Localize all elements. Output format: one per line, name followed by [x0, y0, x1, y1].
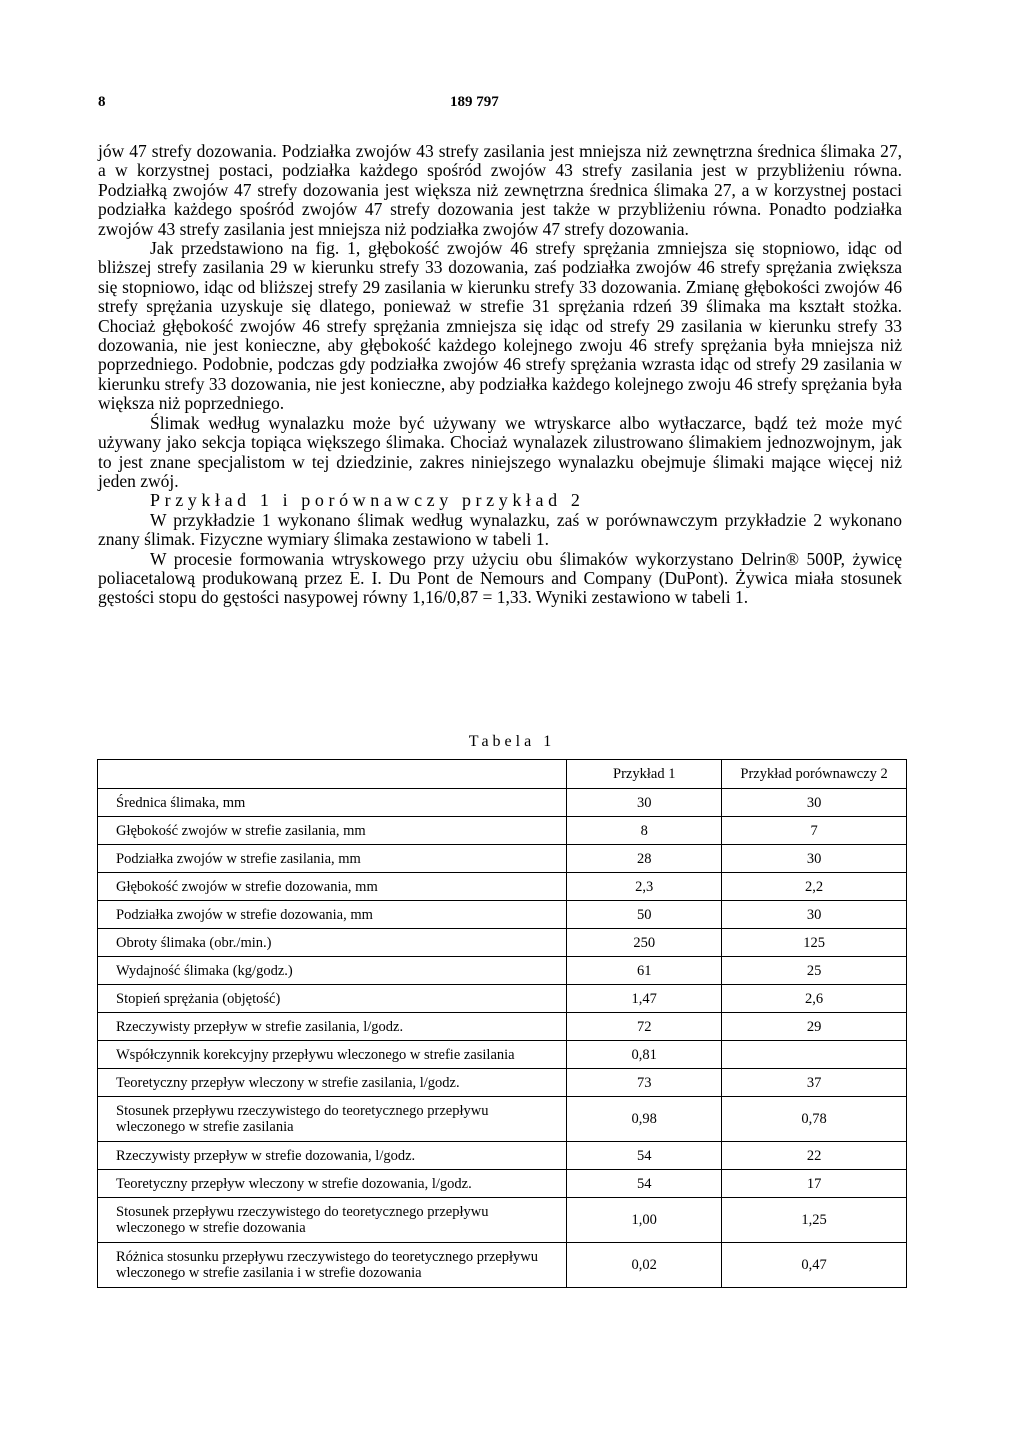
example-1-value-cell: 0,98	[567, 1097, 722, 1142]
row-label-cell: Teoretyczny przepływ wleczony w strefie zasilania, l/godz.	[98, 1069, 567, 1097]
table-row	[98, 1142, 907, 1170]
page-number: 8	[98, 94, 106, 110]
table-row	[98, 901, 907, 929]
row-label-cell: Podziałka zwojów w strefie dozowania, mm	[98, 901, 567, 929]
comparative-example-2-value-cell: 0,47	[722, 1243, 907, 1288]
comparative-example-2-value-cell: 0,78	[722, 1097, 907, 1142]
row-label-cell: Teoretyczny przepływ wleczony w strefie dozowania, l/godz.	[98, 1170, 567, 1198]
paragraph: Ślimak według wynalazku może być używany we wtryskarce albo wytłaczarce, bądź też może myć używany jako sekcja topiąca większego ślimaka. Chociaż wynalazek zilustrowano ślimakiem jednozwojnym, jak to jest znane specjalistom w tej dziedzinie, zakres niniejszego wynalazku obejmuje ślimaki mające więcej niż jeden zwój.	[98, 412, 902, 491]
table-header-row	[98, 760, 907, 789]
table-row	[98, 985, 907, 1013]
table-row	[98, 1170, 907, 1198]
table-body	[98, 789, 907, 1288]
table-row	[98, 957, 907, 985]
example-1-value-cell: 1,00	[567, 1198, 722, 1243]
example-1-value-cell: 0,02	[567, 1243, 722, 1288]
row-label-cell: Podziałka zwojów w strefie zasilania, mm	[98, 845, 567, 873]
row-label-cell: Wydajność ślimaka (kg/godz.)	[98, 957, 567, 985]
table-row	[98, 845, 907, 873]
table-row	[98, 1097, 907, 1142]
comparative-example-2-value-cell: 125	[722, 929, 907, 957]
example-1-value-cell: 30	[567, 789, 722, 817]
table-row	[98, 1243, 907, 1288]
example-1-value-cell: 250	[567, 929, 722, 957]
example-1-value-cell: 0,81	[567, 1041, 722, 1069]
table-row	[98, 1198, 907, 1243]
example-1-value-cell: 28	[567, 845, 722, 873]
results-table	[97, 759, 907, 1288]
paragraph: W przykładzie 1 wykonano ślimak według wynalazku, zaś w porównawczym przykładzie 2 wykonano znany ślimak. Fizyczne wymiary ślimaka zestawiono w tabeli 1.	[98, 509, 902, 550]
row-label-cell: Głębokość zwojów w strefie dozowania, mm	[98, 873, 567, 901]
document-body	[98, 142, 902, 608]
table-row	[98, 873, 907, 901]
table-row	[98, 1069, 907, 1097]
table-row	[98, 1013, 907, 1041]
paragraph: Jak przedstawiono na fig. 1, głębokość zwojów 46 strefy sprężania zmniejsza się stopniowo, idąc od bliższej strefy zasilania 29 w kierunku strefy 33 dozowania, zaś podziałka zwojów 46 strefy sprężania zwiększa się stopniowo, idąc od bliższej strefy 29 zasilania w kierunku strefy 33 dozowania. Zmianę głębokości zwojów 46 strefy sprężania uzyskuje się dlatego, ponieważ w strefie 31 sprężania rdzeń 39 ślimaka ma kształt stożka. Chociaż głębokość zwojów 46 strefy sprężania zmniejsza się idąc od strefy 29 zasilania w kierunku strefy 33 dozowania, nie jest konieczne, aby głębokość każdego kolejnego zwoju 46 strefy sprężania była mniejsza niż poprzedniego. Podobnie, podczas gdy podziałka zwojów 46 strefy sprężania wzrasta idąc od strefy 29 zasilania w kierunku strefy 33 dozowania, nie jest konieczne, aby podziałka każdego kolejnego zwoju 46 strefy sprężania była większa niż poprzedniego.	[98, 238, 902, 414]
row-label-cell: Rzeczywisty przepływ w strefie zasilania, l/godz.	[98, 1013, 567, 1041]
table-row	[98, 817, 907, 845]
table-header-cell: Przykład 1	[567, 760, 722, 789]
table-row	[98, 789, 907, 817]
comparative-example-2-value-cell: 25	[722, 957, 907, 985]
comparative-example-2-value-cell: 30	[722, 845, 907, 873]
paragraph: jów 47 strefy dozowania. Podziałka zwojów 43 strefy zasilania jest mniejsza niż zewnętrzna średnica ślimaka 27, a w korzystnej postaci, podziałka każdego spośród zwojów 43 strefy zasilania jest w przybliżeniu równa. Podziałką zwojów 47 strefy dozowania jest większa niż zewnętrzna średnica ślimaka 27, a w korzystnej postaci podziałka każdego spośród zwojów 47 strefy dozowania jest także w przybliżeniu równa. Ponadto podziałka zwojów 43 strefy zasilania jest mniejsza niż podziałka zwojów 47 strefy dozowania.	[98, 141, 902, 239]
example-1-value-cell: 2,3	[567, 873, 722, 901]
row-label-cell: Stosunek przepływu rzeczywistego do teoretycznego przepływu wleczonego w strefie zasilania	[98, 1097, 567, 1142]
table-row	[98, 1041, 907, 1069]
page-header	[98, 94, 924, 116]
comparative-example-2-value-cell: 22	[722, 1142, 907, 1170]
example-1-value-cell: 72	[567, 1013, 722, 1041]
patent-number: 189 797	[450, 94, 499, 110]
row-label-cell: Stosunek przepływu rzeczywistego do teoretycznego przepływu wleczonego w strefie dozowania	[98, 1198, 567, 1243]
comparative-example-2-value-cell: 29	[722, 1013, 907, 1041]
row-label-cell: Różnica stosunku przepływu rzeczywistego do teoretycznego przepływu wleczonego w strefie zasilania i w strefie dozowania	[98, 1243, 567, 1288]
example-1-value-cell: 54	[567, 1142, 722, 1170]
comparative-example-2-value-cell: 2,2	[722, 873, 907, 901]
row-label-cell: Średnica ślimaka, mm	[98, 789, 567, 817]
table-header-cell: Przykład porównawczy 2	[722, 760, 907, 789]
example-1-value-cell: 73	[567, 1069, 722, 1097]
comparative-example-2-value-cell: 30	[722, 789, 907, 817]
example-1-value-cell: 54	[567, 1170, 722, 1198]
example-1-value-cell: 50	[567, 901, 722, 929]
comparative-example-2-value-cell: 17	[722, 1170, 907, 1198]
comparative-example-2-value-cell: 2,6	[722, 985, 907, 1013]
comparative-example-2-value-cell: 30	[722, 901, 907, 929]
row-label-cell: Stopień sprężania (objętość)	[98, 985, 567, 1013]
paragraph: W procesie formowania wtryskowego przy użyciu obu ślimaków wykorzystano Delrin® 500P, żywicę poliacetalową produkowaną przez E. I. Du Pont de Nemours and Company (DuPont). Żywica miała stosunek gęstości stopu do gęstości nasypowej równy 1,16/0,87 = 1,33. Wyniki zestawiono w tabeli 1.	[98, 548, 902, 608]
table-row	[98, 929, 907, 957]
table-header-cell	[98, 760, 567, 789]
row-label-cell: Współczynnik korekcyjny przepływu wleczonego w strefie zasilania	[98, 1041, 567, 1069]
comparative-example-2-value-cell: 37	[722, 1069, 907, 1097]
example-1-value-cell: 1,47	[567, 985, 722, 1013]
row-label-cell: Rzeczywisty przepływ w strefie dozowania, l/godz.	[98, 1142, 567, 1170]
row-label-cell: Głębokość zwojów w strefie zasilania, mm	[98, 817, 567, 845]
comparative-example-2-value-cell: 1,25	[722, 1198, 907, 1243]
example-heading: Przykład 1 i porównawczy przykład 2	[150, 490, 585, 511]
example-1-value-cell: 8	[567, 817, 722, 845]
row-label-cell: Obroty ślimaka (obr./min.)	[98, 929, 567, 957]
table-caption: Tabela 1	[468, 733, 556, 750]
comparative-example-2-value-cell	[722, 1041, 907, 1069]
comparative-example-2-value-cell: 7	[722, 817, 907, 845]
example-1-value-cell: 61	[567, 957, 722, 985]
